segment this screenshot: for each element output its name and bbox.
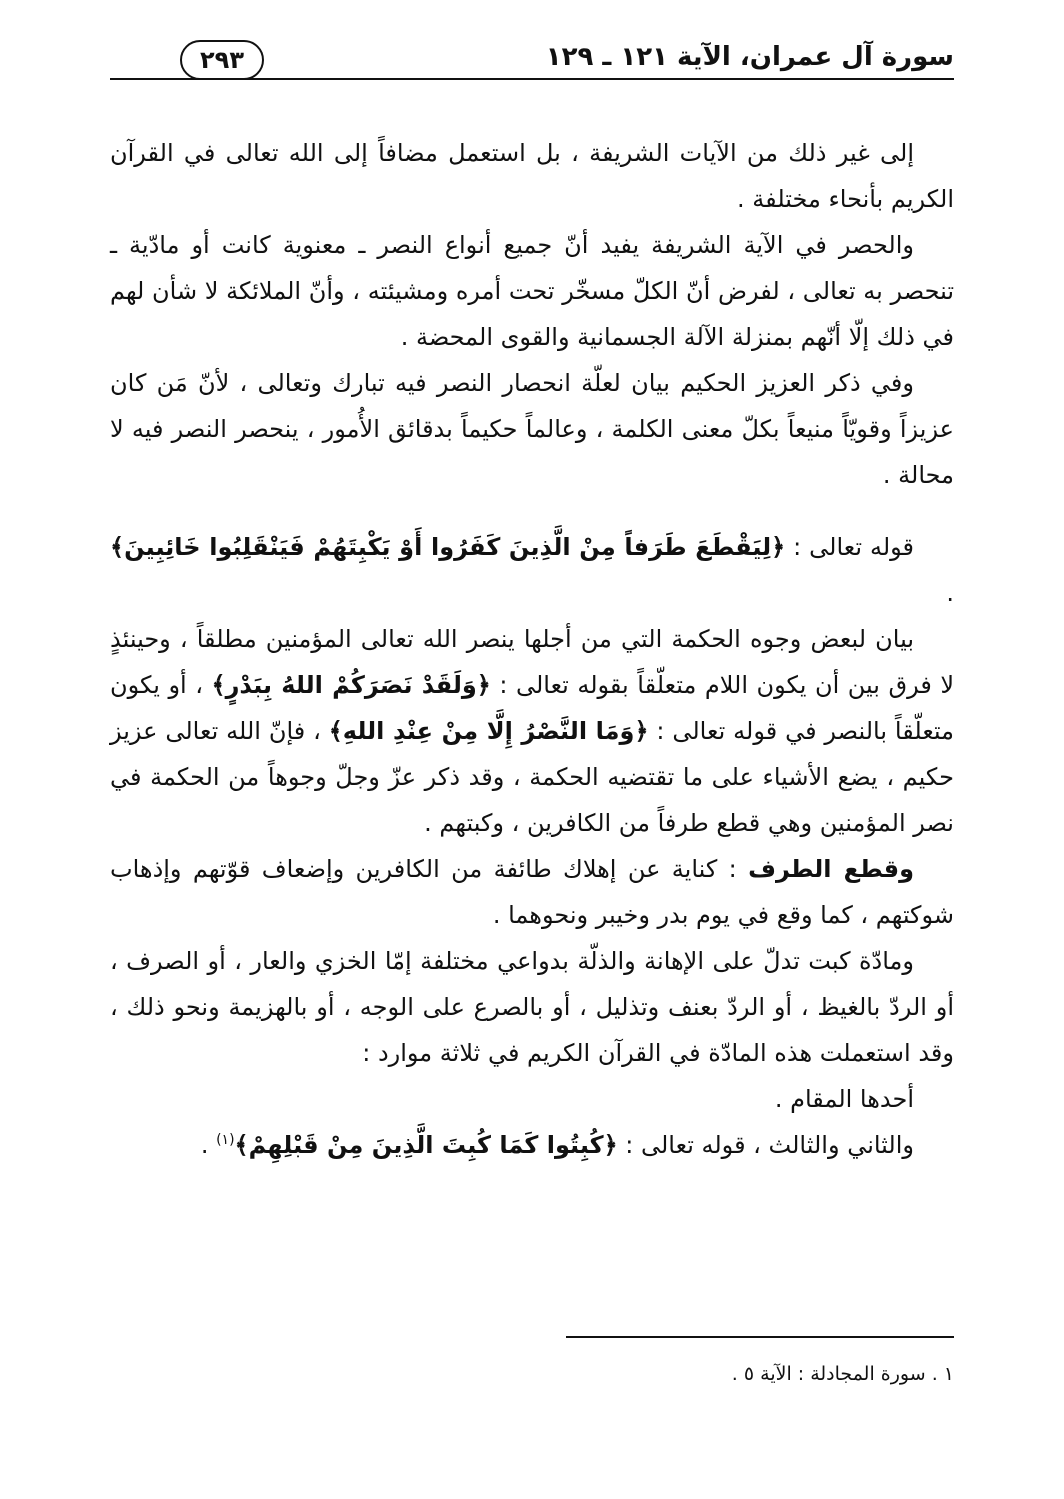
quranic-verse: ﴿لِيَقْطَعَ طَرَفاً مِنْ الَّذِينَ كَفَرُوا أَوْ يَكْبِتَهُمْ فَيَنْقَلِبُوا خَائِبِينَ﴾ <box>110 533 786 561</box>
explanation-paragraph <box>110 616 954 846</box>
quranic-verse-kubitu: ﴿كُبِتُوا كَمَا كُبِتَ الَّذِينَ مِنْ قَبْلِهِمْ﴾ <box>234 1131 618 1159</box>
paragraph-3: وفي ذكر العزيز الحكيم بيان لعلّة انحصار النصر فيه تبارك وتعالى ، لأنّ مَن كان عزيزاً وقويّاً منيعاً بكلّ معنى الكلمة ، وعالماً حكيماً بدقائق الأُمور ، ينحصر النصر فيه لا محالة . <box>110 369 954 489</box>
page-number: ٢٩٣ <box>180 40 264 80</box>
verse-heading-suffix: . <box>946 579 954 607</box>
defined-term: وقطع الطرف <box>748 855 915 883</box>
running-title: سورة آل عمران، الآية ١٢١ ـ ١٢٩ <box>545 42 954 72</box>
second-third-prefix: والثاني والثالث ، قوله تعالى : <box>617 1131 914 1159</box>
verse-heading <box>110 524 954 616</box>
main-text <box>110 130 954 1168</box>
explanation-text-2: ، أو يكون متعلّقاً بالنصر في قوله تعالى : <box>110 671 954 745</box>
definition-text: : كناية عن إهلاك طائفة من الكافرين وإضعاف قوّتهم وإذهاب شوكتهم ، كما وقع في يوم بدر وخيبر ونحوهما . <box>110 855 954 929</box>
explanation-text-1: بيان لبعض وجوه الحكمة التي من أجلها ينصر الله تعالى المؤمنين مطلقاً ، وحينئذٍ لا فرق بين أن يكون اللام متعلّقاً بقوله تعالى : <box>110 625 955 699</box>
quranic-verse-badr: ﴿وَلَقَدْ نَصَرَكُمْ اللهُ بِبَدْرٍ﴾ <box>211 671 491 699</box>
verse-heading-prefix: قوله تعالى : <box>785 533 914 561</box>
footnote-divider <box>566 1336 954 1338</box>
kabt-paragraph: ومادّة كبت تدلّ على الإهانة والذلّة بدواعي مختلفة إمّا الخزي والعار ، أو الصرف ، أو الردّ بالغيظ ، أو الردّ بعنف وتذليل ، أو بالصرع على الوجه ، أو بالهزيمة ونحو ذلك ، وقد استعملت هذه المادّة في القرآن الكريم في ثلاثة موارد : <box>110 947 954 1067</box>
paragraph-2: والحصر في الآية الشريفة يفيد أنّ جميع أنواع النصر ـ معنوية كانت أو مادّية ـ تنحصر به تعالى ، لفرض أنّ الكلّ مسخّر تحت أمره ومشيئته ، وأنّ الملائكة لا شأن لهم في ذلك إلّا أنّهم بمنزلة الآلة الجسمانية والقوى المحضة . <box>110 231 954 351</box>
page-header <box>110 40 954 90</box>
explanation-text-3: ، فإنّ الله تعالى عزيز حكيم ، يضع الأشياء على ما تقتضيه الحكمة ، وقد ذكر عزّ وجلّ وجوهاً من الحكمة في نصر المؤمنين وهي قطع طرفاً من الكافرين ، وكبتهم . <box>110 717 954 837</box>
definition-paragraph <box>110 846 954 938</box>
paragraph-1: إلى غير ذلك من الآيات الشريفة ، بل استعمل مضافاً إلى الله تعالى في القرآن الكريم بأنحاء مختلفة . <box>110 139 954 213</box>
second-third-usage <box>110 1122 954 1168</box>
first-usage: أحدها المقام . <box>774 1085 914 1113</box>
second-third-suffix: . <box>200 1131 217 1159</box>
footnote-text: ١ . سورة المجادلة : الآية ٥ . <box>731 1363 954 1385</box>
footnote-reference: (١) <box>216 1132 235 1148</box>
quranic-verse-nasr: ﴿وَمَا النَّصْرُ إِلَّا مِنْ عِنْدِ اللهِ﴾ <box>328 717 649 745</box>
